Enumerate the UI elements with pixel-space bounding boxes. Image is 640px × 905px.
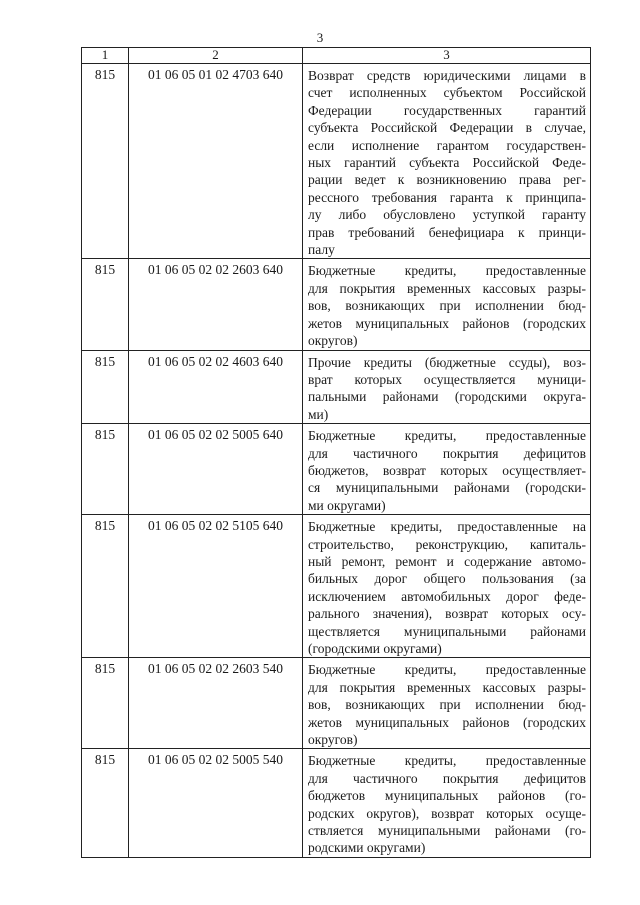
description-line: Бюджетные кредиты, предоставленные xyxy=(308,753,586,769)
description-line: ми округами) xyxy=(308,497,386,513)
description-line: округов) xyxy=(308,732,358,748)
table-row xyxy=(82,259,591,350)
admin-code-cell: 815 xyxy=(82,515,129,658)
description-line: ществляется муниципальными районами xyxy=(308,623,586,639)
budget-classification-code-cell: 01 06 05 02 02 5005 640 xyxy=(129,424,303,515)
description-line: жетов муниципальных районов (городских xyxy=(308,315,586,331)
description-line: бильных дорог общего пользования (за xyxy=(308,571,586,587)
description-line: пальными районами (городскими округа- xyxy=(308,389,586,405)
admin-code-cell: 815 xyxy=(82,64,129,259)
budget-classification-code-cell: 01 06 05 02 02 2603 540 xyxy=(129,658,303,749)
description-cell xyxy=(303,64,591,259)
page-number: 3 xyxy=(316,30,324,45)
budget-classification-code-cell: 01 06 05 02 02 4603 640 xyxy=(129,350,303,424)
description-line: счет исполненных субъектом Российской xyxy=(308,85,586,101)
description-cell xyxy=(303,259,591,350)
description-line: Федерации государственных гарантий xyxy=(308,102,586,118)
budget-codes-table xyxy=(81,47,591,858)
description-line: ся муниципальными районами (городски- xyxy=(308,480,586,496)
description-line: для частичного покрытия дефицитов xyxy=(308,445,586,461)
description-line: ствляется муниципальными районами (го- xyxy=(308,823,586,839)
table-row xyxy=(82,749,591,857)
description-line: рального значения), возврат которых осу- xyxy=(308,606,586,622)
description-cell xyxy=(303,658,591,749)
admin-code-cell: 815 xyxy=(82,424,129,515)
description-line: лу либо обусловлено уступкой гаранту xyxy=(308,207,586,223)
description-line: для частичного покрытия дефицитов xyxy=(308,770,586,786)
description-line: Бюджетные кредиты, предоставленные xyxy=(308,263,586,279)
budget-classification-code-cell: 01 06 05 02 02 5105 640 xyxy=(129,515,303,658)
description-line: округов) xyxy=(308,333,358,349)
description-line: строительство, реконструкцию, капиталь- xyxy=(308,536,586,552)
description-line: (городскими округами) xyxy=(308,641,442,656)
table-row xyxy=(82,424,591,515)
table-row xyxy=(82,350,591,424)
admin-code-cell: 815 xyxy=(82,658,129,749)
table-row xyxy=(82,658,591,749)
description-line: ми) xyxy=(308,406,329,422)
description-cell xyxy=(303,424,591,515)
column-header-1: 1 xyxy=(82,48,129,64)
table-header-row xyxy=(82,48,591,64)
table-body xyxy=(82,64,591,858)
description-line: Бюджетные кредиты, предоставленные xyxy=(308,428,586,444)
description-line: субъекта Российской Федерации в случае, xyxy=(308,120,586,136)
description-line: рессного требования гаранта к принципа- xyxy=(308,189,586,205)
description-line: вов, возникающих при исполнении бюд- xyxy=(308,697,586,713)
description-line: ных гарантий субъекта Российской Феде- xyxy=(308,155,586,171)
description-line: прав требований бенефициара к принци- xyxy=(308,224,586,240)
table-row xyxy=(82,515,591,658)
admin-code-cell: 815 xyxy=(82,259,129,350)
description-line: Прочие кредиты (бюджетные ссуды), воз- xyxy=(308,354,586,370)
description-line: для покрытия временных кассовых разры- xyxy=(308,280,586,296)
admin-code-cell: 815 xyxy=(82,350,129,424)
description-line: вов, возникающих при исполнении бюд- xyxy=(308,298,586,314)
description-line: врат которых осуществляется муници- xyxy=(308,371,586,387)
description-cell xyxy=(303,515,591,658)
description-cell xyxy=(303,749,591,857)
admin-code-cell: 815 xyxy=(82,749,129,857)
description-line: Бюджетные кредиты, предоставленные xyxy=(308,662,586,678)
description-line: жетов муниципальных районов (городских xyxy=(308,714,586,730)
description-line: бюджетов, возврат которых осуществляет- xyxy=(308,462,586,478)
column-header-3: 3 xyxy=(303,48,591,64)
description-line: рации ведет к возникновению права рег- xyxy=(308,172,586,188)
description-cell xyxy=(303,350,591,424)
budget-classification-code-cell: 01 06 05 01 02 4703 640 xyxy=(129,64,303,259)
description-line: бюджетов муниципальных районов (го- xyxy=(308,788,586,804)
budget-classification-code-cell: 01 06 05 02 02 5005 540 xyxy=(129,749,303,857)
description-line: палу xyxy=(308,242,335,258)
description-line: Возврат средств юридическими лицами в xyxy=(308,68,586,83)
description-line: ный ремонт, ремонт и содержание автомо- xyxy=(308,553,586,569)
column-header-2: 2 xyxy=(129,48,303,64)
description-line: если исполнение гарантом государствен- xyxy=(308,137,586,153)
description-line: для покрытия временных кассовых разры- xyxy=(308,679,586,695)
description-line: родских округов), возврат которых осуще- xyxy=(308,805,586,821)
description-line: исключением автомобильных дорог феде- xyxy=(308,588,586,604)
budget-classification-code-cell: 01 06 05 02 02 2603 640 xyxy=(129,259,303,350)
description-line: Бюджетные кредиты, предоставленные на xyxy=(308,519,586,535)
table-row xyxy=(82,64,591,259)
description-line: родскими округами) xyxy=(308,840,426,856)
